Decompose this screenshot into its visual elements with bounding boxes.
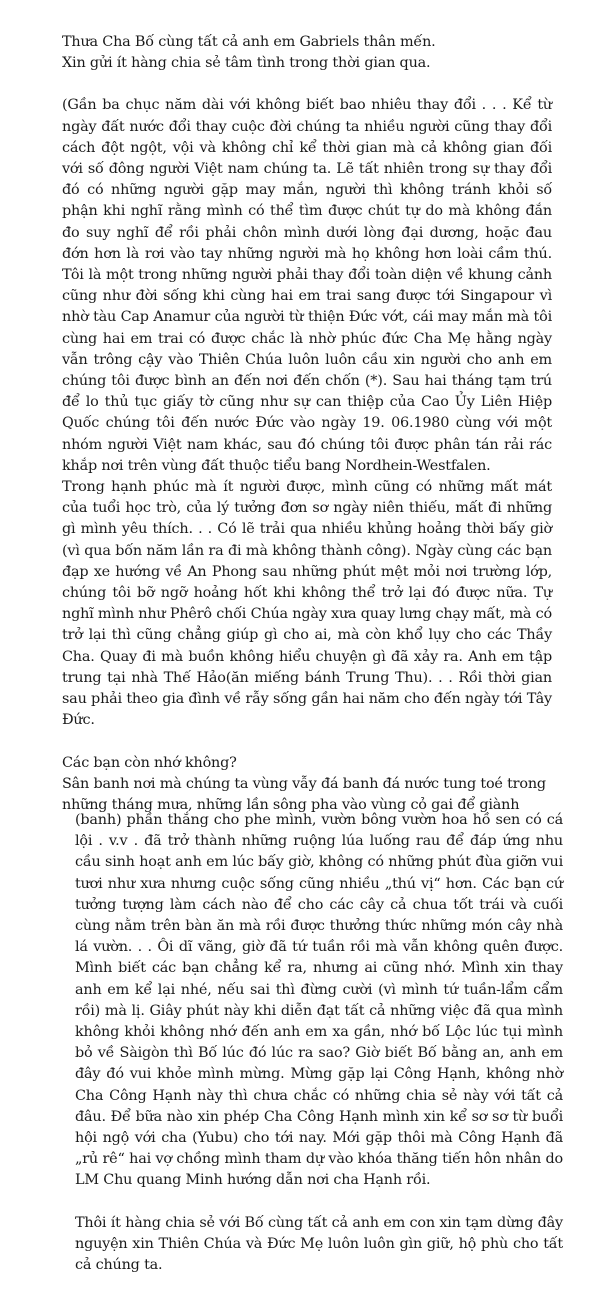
letter-paragraph-4: (banh) phần thắng cho phe mình, vườn bông vườn hoa hồ sen có cá lội . v.v . đã trở thành những ruộng lúa luống rau để đáp ứng nhu cầu sinh hoạt anh em lúc bấy giờ, không có những phút đùa giỡn vui tươi như xưa nhưng cuộc sống cũng nhiều „thú vị“ hơn. Các bạn cứ tưởng tượng làm cách nào để cho các cây cả chua tốt trái và cuối cùng nằm trên bàn ăn mà rồi được thưởng thức những món cây nhà lá vườn. . . Ôi dĩ vãng, giờ đã tứ tuần rồi mà vẫn không quên được. Mình biết các bạn chẳng kể ra, nhưng ai cũng nhớ. Mình xin thay anh em kể lại nhé, nếu sai thì đừng cười (vì mình tứ tuần-lẩm cẩm rồi) mà lị. Giây phút này khi diễn đạt tất cả những việc đã qua mình không khỏi không nhớ đến anh em xa gần, nhớ bố Lộc lúc tụi mình bỏ về Sàigòn thì Bố lúc đó lúc ra sao? Giờ biết Bố bằng an, anh em đây đó vui khỏe mình mừng. Mừng gặp lại Công Hạnh, không nhờ Cha Công Hạnh này thì chưa chắc có những chia sẻ này với tất cả đâu. Để bữa nào xin phép Cha Công Hạnh mình xin kể sơ sơ từ buổi hội ngộ với cha (Yubu) cho tới nay. Mới gặp thôi mà Công Hạnh đã „rủ rê“ hai vợ chồng mình tham dự vào khóa thăng tiến hôn nhân do LM Chu quang Minh hướng dẫn nơi cha Hạnh rồi. [75,812,563,1189]
letter-paragraph-1: (Gần ba chục năm dài với không biết bao nhiêu thay đổi . . . Kể từ ngày đất nước đổi thay cuộc đời chúng ta nhiều người cũng thay đổi cách đột ngột, vội và không chỉ kể thời gian mà cả không gian đối với số đông người Việt nam chúng ta. Lẽ tất nhiên trong sự thay đổi đó có những người gặp may mắn, người thì không tránh khỏi số phận khi nghĩ rằng mình có thể tìm được chút tự do mà không đắn đo suy nghĩ để rồi phải chôn mình dưới lòng đại dương, hoặc đau đớn hơn là rơi vào tay những người mà họ không hơn loài cầm thú. Tôi là một trong những người phải thay đổi toàn diện về khung cảnh cũng như đời sống khi cùng hai em trai sang được tới Singapour vì nhờ tàu Cap Anamur của người từ thiện Đức vớt, cái may mắn mà tôi cùng hai em trai có được chắc là nhờ phúc đức Cha Mẹ hằng ngày vẫn trông cậy vào Thiên Chúa luôn luôn cầu xin người cho anh em chúng tôi được bình an đến nơi đến chốn (*). Sau hai tháng tạm trú để lo thủ tục giấy tờ cũng như sự can thiệp của Cao Ủy Liên Hiệp Quốc chúng tôi đến nước Đức vào ngày 19. 06.1980 cùng với một nhóm người Việt nam khác, sau đó chúng tôi được phân tán rải rác khắp nơi trên vùng đất thuộc tiểu bang Nordhein-Westfalen. [62,97,552,474]
letter-paragraph-2: Trong hạnh phúc mà ít người được, mình cũng có những mất mát của tuổi học trò, của lý tưởng đơn sơ ngày niên thiếu, mất đi những gì mình yêu thích. . . Có lẽ trải qua nhiều khủng hoảng thời bấy giờ (vì qua bốn năm lần ra đi mà không thành công). Ngày cùng các bạn đạp xe hướng về An Phong sau những phút mệt mỏi nơi trường lớp, chúng tôi bỡ ngỡ hoảng hốt khi không thể trở lại đó được nữa. Tự nghĩ mình như Phêrô chối Chúa ngày xưa quay lưng chạy mất, mà có trở lại thì cũng chẳng giúp gì cho ai, mà còn khổ lụy cho các Thầy Cha. Quay đi mà buồn không hiểu chuyện gì đã xảy ra. Anh em tập trung tại nhà Thế Hảo(ăn miếng bánh Trung Thu). . . Rồi thời gian sau phải theo gia đình về rẫy sống gần hai năm cho đến ngày tới Tây Đức. [62,479,552,729]
greeting-line-2: Xin gửi ít hàng chia sẻ tâm tình trong thời gian qua. [62,55,431,72]
letter-bottom-block [75,810,563,1276]
letter-paragraph-3-line-2: Sân banh nơi mà chúng ta vùng vẫy đá banh đá nước tung toé trong [62,775,546,792]
greeting-line-1: Thưa Cha Bố cùng tất cả anh em Gabriels thân mến. [62,34,436,50]
letter-closing: Thôi ít hàng chia sẻ với Bố cùng tất cả anh em con xin tạm dừng đây nguyện xin Thiên Chúa và Đức Mẹ luôn luôn gìn giữ, hộ phù cho tất cả chúng ta. [75,1214,563,1274]
letter-top-block [62,32,552,816]
letter-paragraph-3-line-3: những tháng mưa, những lần sông pha vào vùng cỏ gai để giành [62,796,520,813]
letter-paragraph-3-line-1: Các bạn còn nhớ không? [62,754,237,771]
